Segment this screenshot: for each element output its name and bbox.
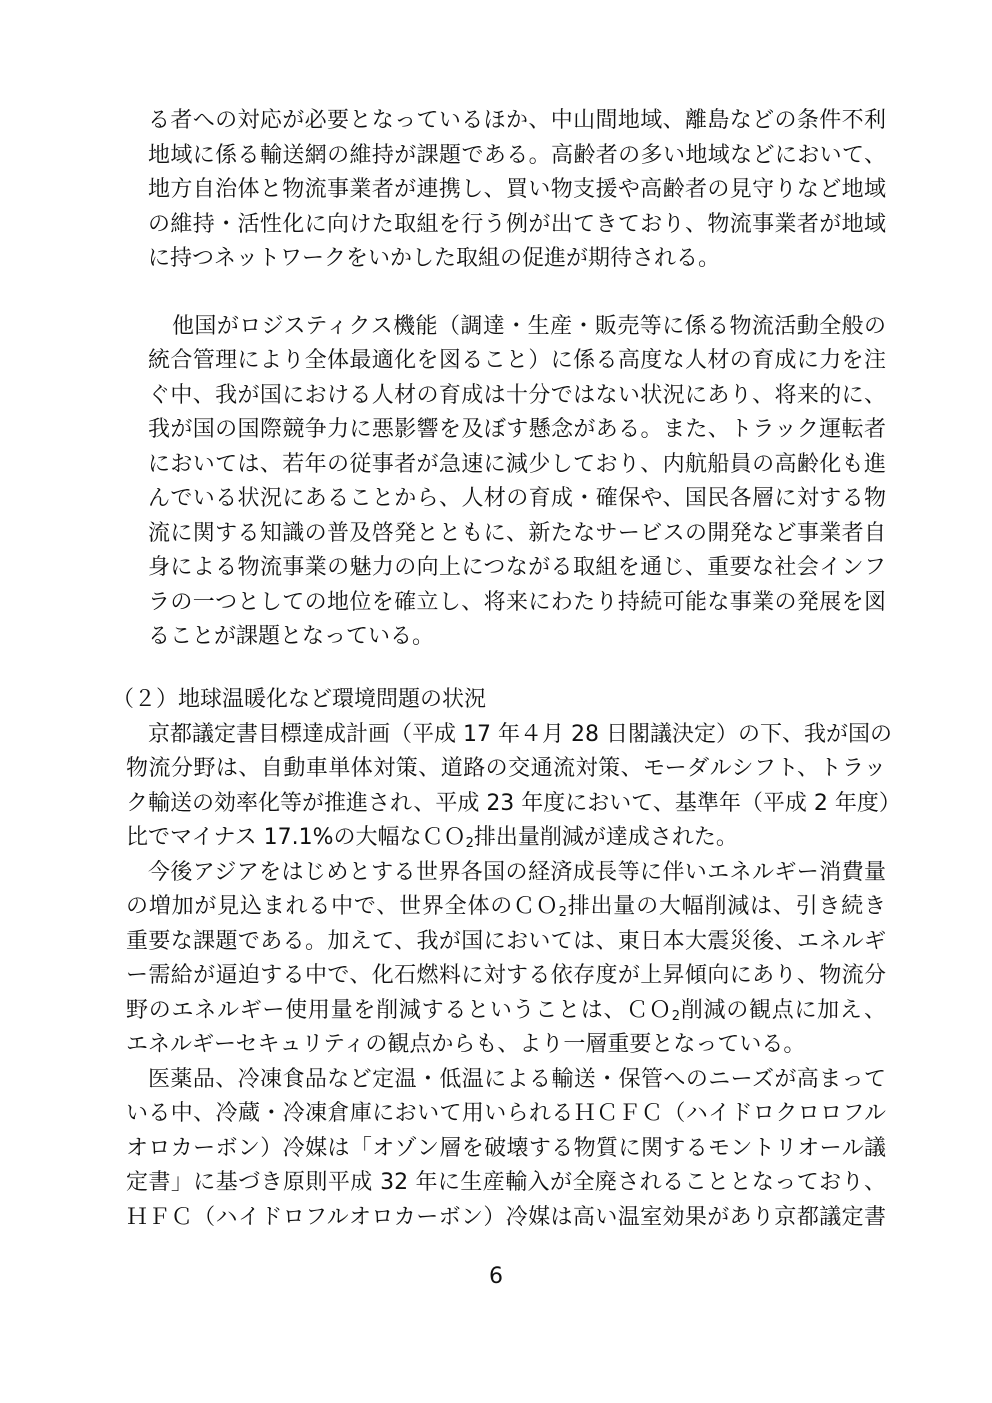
text-line: 我が国の国際競争力に悪影響を及ぼす懸念がある。また、トラック運転者	[148, 417, 886, 442]
text-line: ラの一つとしての地位を確立し、将来にわたり持続可能な事業の発展を図	[148, 590, 886, 615]
subscript: 2	[558, 905, 567, 920]
text-line: に持つネットワークをいかした取組の促進が期待される。	[148, 246, 721, 271]
text-segment: 排出量の大幅削減は、引き続き	[566, 894, 886, 919]
text-line: 物流分野は、自動車単体対策、道路の交通流対策、モーダルシフト、トラッ	[126, 756, 886, 781]
page-number: 6	[489, 1264, 503, 1289]
text-line: 身による物流事業の魅力の向上につながる取組を通じ、重要な社会インフ	[148, 555, 886, 580]
text-line: ることが課題となっている。	[148, 624, 435, 649]
text-line: 重要な課題である。加えて、我が国においては、東日本大震災後、エネルギ	[126, 929, 886, 954]
subscript: 2	[671, 1009, 681, 1024]
text-line: いる中、冷蔵・冷凍倉庫において用いられるＨＣＦＣ（ハイドロクロロフル	[126, 1101, 886, 1126]
text-line: 流に関する知識の普及啓発とともに、新たなサービスの開発など事業者自	[148, 521, 886, 546]
text-line: ク輸送の効率化等が推進され、平成 23 年度において、基準年（平成 2 年度）	[126, 791, 901, 816]
text-line	[126, 996, 886, 1026]
text-line	[126, 823, 886, 853]
section-heading: （２）地球温暖化など環境問題の状況	[112, 687, 487, 712]
text-segment: 削減の観点に加え、	[680, 998, 886, 1023]
text-segment: 野のエネルギー使用量を削減するということは、ＣＯ	[126, 998, 672, 1023]
subscript: 2	[465, 836, 474, 851]
text-line: エネルギーセキュリティの観点からも、より一層重要となっている。	[126, 1032, 806, 1057]
text-line: 他国がロジスティクス機能（調達・生産・販売等に係る物流活動全般の	[172, 314, 886, 339]
text-line: ぐ中、我が国における人材の育成は十分ではない状況にあり、将来的に、	[148, 383, 886, 408]
text-line: オロカーボン）冷媒は「オゾン層を破壊する物質に関するモントリオール議	[126, 1136, 886, 1161]
text-line	[126, 892, 886, 922]
text-line: の維持・活性化に向けた取組を行う例が出てきており、物流事業者が地域	[148, 212, 886, 237]
text-line: 地方自治体と物流事業者が連携し、買い物支援や高齢者の見守りなど地域	[148, 177, 886, 202]
text-line: 定書」に基づき原則平成 32 年に生産輸入が全廃されることとなっており、	[126, 1170, 886, 1195]
text-line: 京都議定書目標達成計画（平成 17 年４月 28 日閣議決定）の下、我が国の	[148, 722, 892, 747]
text-line: においては、若年の従事者が急速に減少しており、内航船員の高齢化も進	[148, 452, 886, 477]
text-line: ー需給が逼迫する中で、化石燃料に対する依存度が上昇傾向にあり、物流分	[126, 963, 886, 988]
text-line: 地域に係る輸送網の維持が課題である。高齢者の多い地域などにおいて、	[148, 143, 886, 168]
text-line: 今後アジアをはじめとする世界各国の経済成長等に伴いエネルギー消費量	[148, 860, 886, 885]
text-segment: の増加が見込まれる中で、世界全体のＣＯ	[126, 894, 559, 919]
text-line: んでいる状況にあることから、人材の育成・確保や、国民各層に対する物	[148, 486, 886, 511]
text-segment: 比でマイナス 17.1%の大幅なＣＯ	[126, 825, 466, 850]
text-segment: 排出量削減が達成された。	[473, 825, 738, 850]
text-line: る者への対応が必要となっているほか、中山間地域、離島などの条件不利	[148, 108, 886, 133]
text-line: 医薬品、冷凍食品など定温・低温による輸送・保管へのニーズが高まって	[148, 1067, 886, 1092]
text-line: ＨＦＣ（ハイドロフルオロカーボン）冷媒は高い温室効果があり京都議定書	[126, 1205, 886, 1230]
text-line: 統合管理により全体最適化を図ること）に係る高度な人材の育成に力を注	[148, 348, 886, 373]
